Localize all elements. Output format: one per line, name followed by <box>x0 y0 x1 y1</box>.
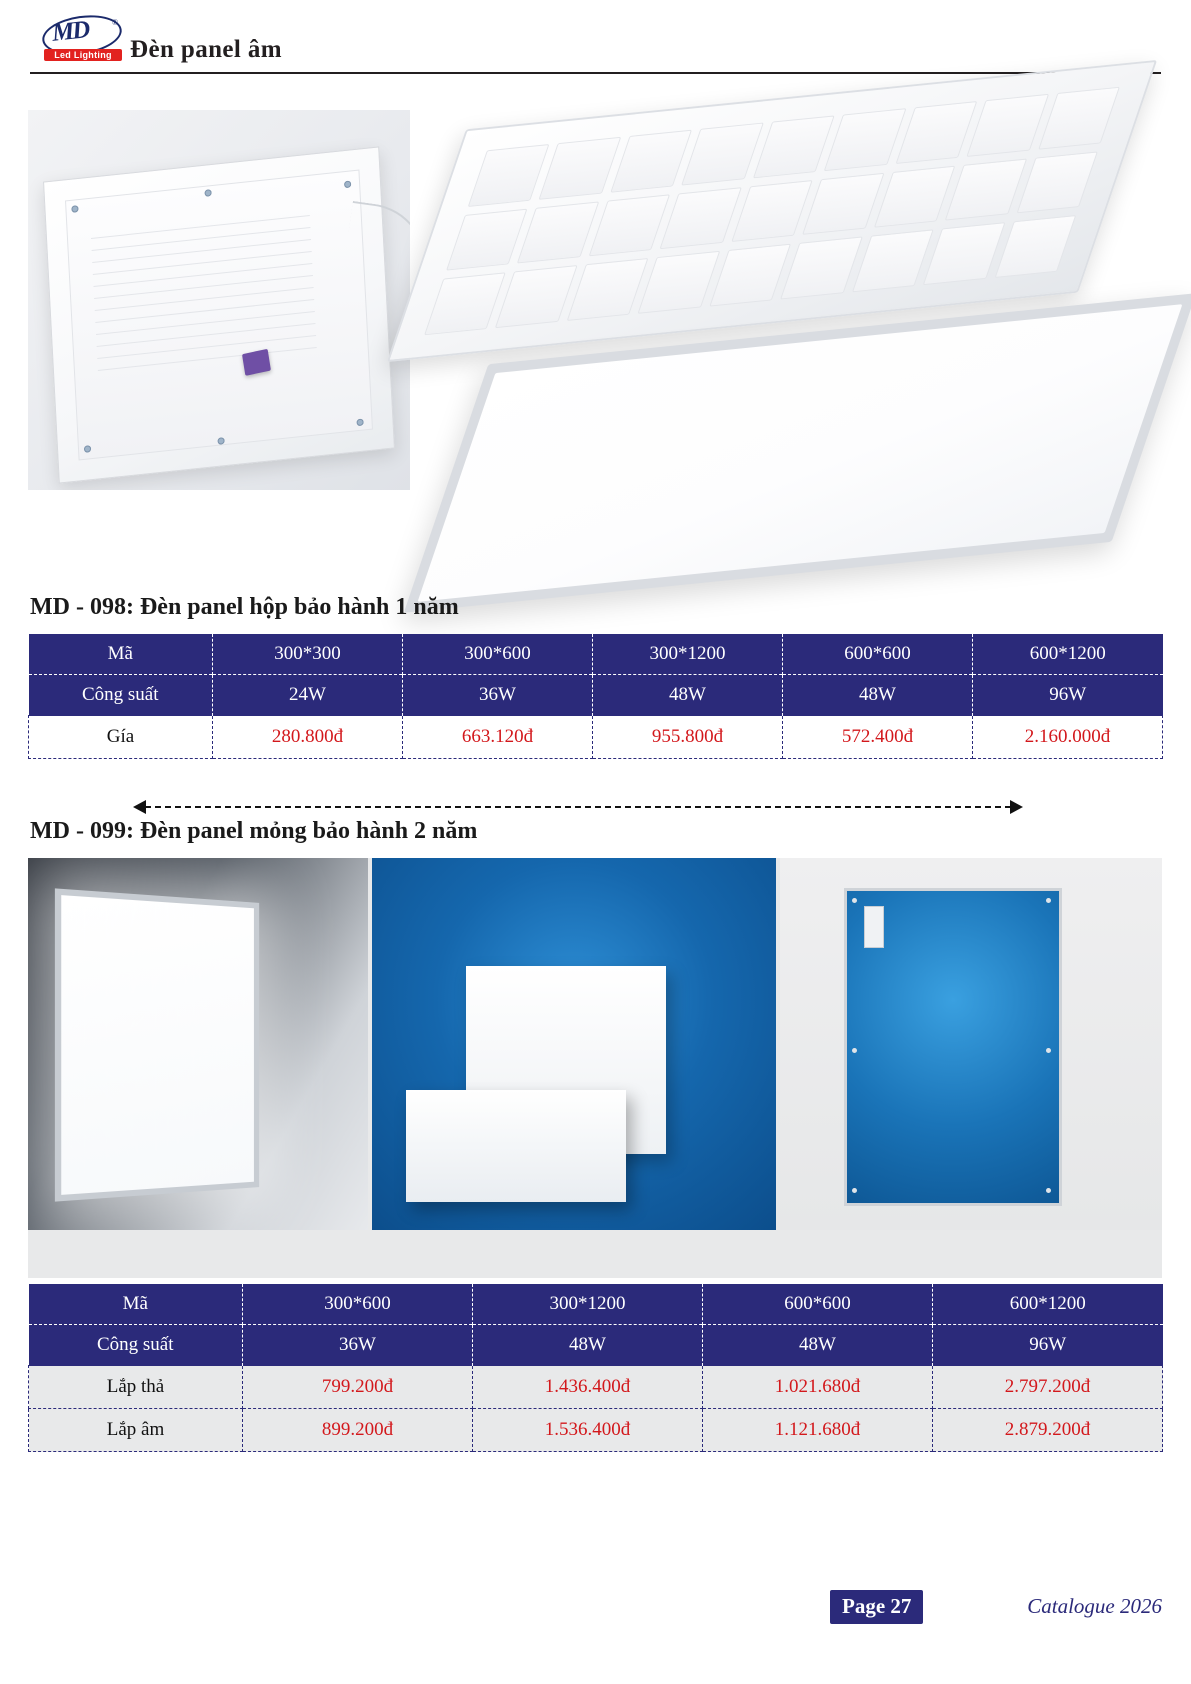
section-divider-arrow <box>133 800 1023 814</box>
screw-icon <box>1046 1188 1051 1193</box>
price-âm-3: 1.121.680đ <box>703 1409 933 1452</box>
photo-panel-angled <box>28 858 368 1230</box>
price-thả-1: 799.200đ <box>243 1366 473 1409</box>
col-size-5: 600*1200 <box>973 634 1163 675</box>
panel-lit-surface <box>55 888 259 1201</box>
price-3: 955.800đ <box>593 716 783 759</box>
catalogue-label: Catalogue 2026 <box>1027 1594 1162 1618</box>
screw-icon <box>852 1188 857 1193</box>
col-size-3: 300*1200 <box>593 634 783 675</box>
row-label-ma: Mã <box>29 1284 243 1325</box>
row-label-gia: Gía <box>29 716 213 759</box>
arrow-dashed-line <box>145 806 1011 808</box>
col-size-1: 300*300 <box>213 634 403 675</box>
panel-glow-surface <box>418 304 1183 602</box>
panel-ribs <box>91 215 319 418</box>
page-title: Đèn panel âm <box>130 36 283 63</box>
price-table-md099 <box>28 1284 1163 1452</box>
table-row <box>29 675 1163 716</box>
col-size-1: 300*600 <box>243 1284 473 1325</box>
price-4: 572.400đ <box>783 716 973 759</box>
price-1: 280.800đ <box>213 716 403 759</box>
table-row <box>29 1284 1163 1325</box>
photo-strip-md099 <box>28 858 1162 1278</box>
page-number-badge: Page 27 <box>830 1590 923 1624</box>
col-size-3: 600*600 <box>703 1284 933 1325</box>
section-title-md098: MD - 098: Đèn panel hộp bảo hành 1 năm <box>30 594 459 620</box>
power-2: 48W <box>473 1325 703 1366</box>
page-footer <box>830 1590 1162 1624</box>
driver-box-icon <box>864 906 884 948</box>
price-âm-2: 1.536.400đ <box>473 1409 703 1452</box>
power-4: 96W <box>933 1325 1163 1366</box>
table-row <box>29 1409 1163 1452</box>
col-size-2: 300*1200 <box>473 1284 703 1325</box>
panel-rear-cells <box>424 87 1120 336</box>
photo-panel-back-blue <box>780 858 1162 1230</box>
price-thả-3: 1.021.680đ <box>703 1366 933 1409</box>
power-2: 36W <box>403 675 593 716</box>
row-label-ma: Mã <box>29 634 213 675</box>
col-size-2: 300*600 <box>403 634 593 675</box>
arrow-right-icon <box>1010 800 1023 814</box>
power-1: 24W <box>213 675 403 716</box>
price-âm-1: 899.200đ <box>243 1409 473 1452</box>
screw-icon <box>1046 1048 1051 1053</box>
row-label-congsuat: Công suất <box>29 675 213 716</box>
screw-icon <box>852 898 857 903</box>
section-title-md099: MD - 099: Đèn panel mỏng bảo hành 2 năm <box>30 818 478 844</box>
price-table-md098 <box>28 634 1163 759</box>
hero-image-group <box>28 88 1163 598</box>
product-photo-backside <box>28 110 410 490</box>
product-photo-perspective <box>420 88 1163 598</box>
power-5: 96W <box>973 675 1163 716</box>
panel-rect-300x600 <box>406 1090 626 1202</box>
logo-tagline: Led Lighting <box>44 49 122 61</box>
col-size-4: 600*1200 <box>933 1284 1163 1325</box>
price-2: 663.120đ <box>403 716 593 759</box>
price-5: 2.160.000đ <box>973 716 1163 759</box>
power-3: 48W <box>593 675 783 716</box>
table-row <box>29 716 1163 759</box>
logo-monogram: MD <box>50 16 90 47</box>
table-row <box>29 1325 1163 1366</box>
screw-icon <box>1046 898 1051 903</box>
price-âm-4: 2.879.200đ <box>933 1409 1163 1452</box>
brand-logo <box>36 16 128 68</box>
header-divider <box>30 72 1161 74</box>
price-thả-4: 2.797.200đ <box>933 1366 1163 1409</box>
row-label-congsuat: Công suất <box>29 1325 243 1366</box>
table-row <box>29 634 1163 675</box>
col-size-4: 600*600 <box>783 634 973 675</box>
registered-mark-icon: ® <box>112 18 119 27</box>
price-thả-2: 1.436.400đ <box>473 1366 703 1409</box>
page-header <box>30 14 1161 74</box>
table-row <box>29 1366 1163 1409</box>
row-label-lapâm: Lắp âm <box>29 1409 243 1452</box>
power-1: 36W <box>243 1325 473 1366</box>
power-4: 48W <box>783 675 973 716</box>
photo-panel-pair-blue <box>372 858 776 1230</box>
screw-icon <box>852 1048 857 1053</box>
power-3: 48W <box>703 1325 933 1366</box>
row-label-lapthả: Lắp thả <box>29 1366 243 1409</box>
